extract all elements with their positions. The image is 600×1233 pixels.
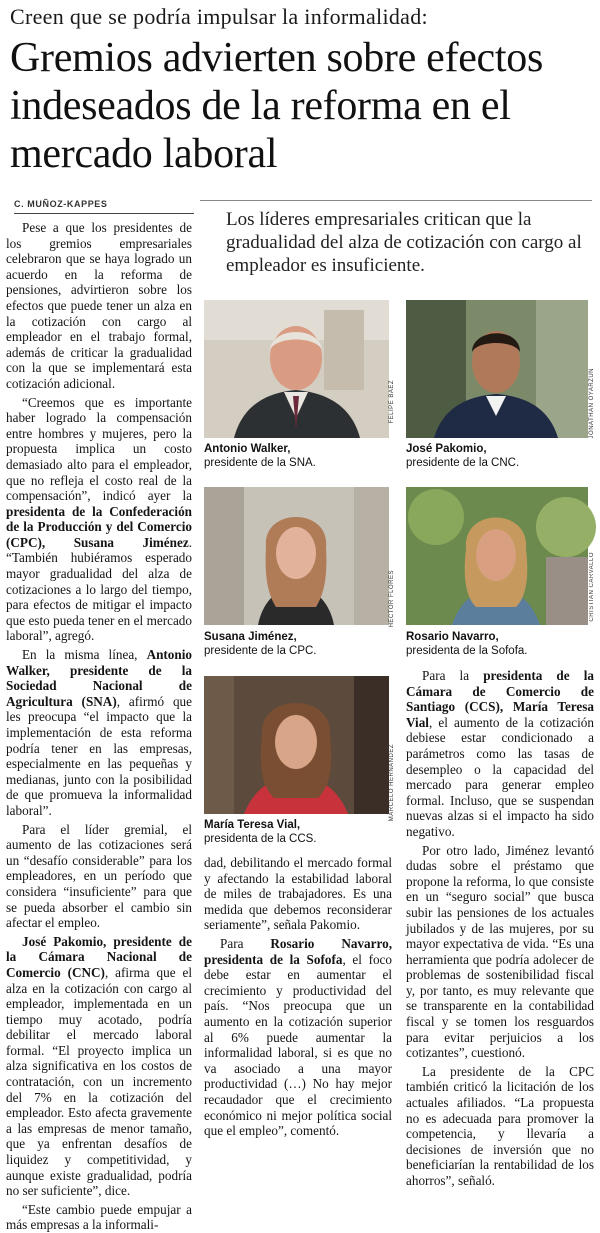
photo-jose-pakomio: [406, 300, 588, 438]
caption-role: presidente de la CNC.: [406, 457, 520, 469]
text-run: Para: [220, 935, 271, 951]
photo-caption: [204, 630, 317, 658]
text-run: Para el líder gremial, el aumento de las cotizaciones será un “desafío considerable” para los empleadores, en un período que considera “insuficiente” para que se pueda absorber el cambio sin afectar el empleo.: [6, 821, 192, 931]
article-paragraph: [204, 936, 392, 1139]
caption-name: José Pakomio,: [406, 443, 487, 455]
caption-name: Antonio Walker,: [204, 443, 291, 455]
text-run: , afirmó que les preocupa “el impacto que la implementación de esta reforma podría tener en las empresas, especialmente en las pequeñas y medianas, junto con la posibilidad de que promueva la informalidad laboral”.: [6, 693, 192, 818]
bold-text: presidenta de la Cámara de Comercio de Santiago (CCS), María Teresa Vial: [406, 668, 594, 730]
text-run: En la misma línea,: [22, 647, 147, 663]
deck-rule: [200, 200, 592, 201]
caption-name: Rosario Navarro,: [406, 631, 499, 643]
kicker: Creen que se podría impulsar la informalidad:: [10, 4, 428, 29]
text-run: , el foco debe estar en aumentar el crecimiento y productividad del país. “Nos preocupa que un aumento en la cotización superior al 6% puede aumentar la informalidad laboral, si es que no va asociado a una mayor productividad (…) No hay mejor recaudador que el crecimiento económico ni mejor política social que el empleo”, comentó.: [204, 951, 393, 1139]
photo-credit: FELIPE BÁEZ: [389, 380, 395, 424]
photo-caption: [204, 818, 317, 846]
photo-caption: [204, 442, 316, 470]
photo-susana-jimenez: [204, 487, 389, 625]
text-run: Pese a que los presidentes de los gremios empresariales celebraron que se haya logrado un acuerdo en la reforma de pensiones, advirtieron sobre los efectos que puede tener un alza en la cotización con cargo al empleador en el trabajo formal, además de criticar la gradualidad con la que se implementará esta cotización adicional.: [6, 220, 192, 391]
article-paragraph: [6, 1202, 192, 1233]
caption-role: presidenta de la Sofofa.: [406, 645, 528, 657]
article-paragraph: [406, 1064, 594, 1189]
bold-text: presidenta de la Confederación de la Producción y del Comercio (CPC), Susana Jiménez: [6, 503, 192, 550]
byline: C. MUÑOZ-KAPPES: [14, 199, 108, 209]
article-paragraph: [406, 668, 594, 840]
photo-antonio-walker: [204, 300, 389, 438]
photo-credit: JONATHAN OYARZÚN: [589, 368, 595, 439]
text-run: , el aumento de la cotización debiese estar condicionado a parámetros como las tasas de desempleo o la capacidad del mercado para generar empleo formal. Incluso, que se suspendan nuevas alzas si el impacto ha sido negativo.: [406, 714, 594, 839]
photo-maria-teresa-vial: [204, 676, 389, 814]
caption-name: Susana Jiménez,: [204, 631, 297, 643]
caption-role: presidenta de la CCS.: [204, 833, 317, 845]
photo-rosario-navarro: [406, 487, 588, 625]
article-paragraph: [6, 934, 192, 1199]
photo-caption: [406, 630, 527, 658]
text-run: Por otro lado, Jiménez levantó dudas sobre el préstamo que propone la reforma, lo que consiste en un “seguro social” que busca subir las pensiones de los actuales jubilados y de las mujeres, por su mayor expectativa de vida. “Es una herramienta que podría adolecer de problemas de sostenibilidad fiscal y, por tanto, es muy relevante que se transparente en la contabilidad fiscal y se tomen los resguardos para evitar perjuicios a los cotizantes”, cuestionó.: [406, 842, 594, 1061]
text-run: Para la: [422, 668, 484, 683]
photo-credit: MARCELO HERNÁNDEZ: [389, 744, 395, 822]
text-run: dad, debilitando el mercado formal y afectando la estabilidad laboral de miles de trabajadores. Es una medida que debemos reconsiderar seriamente”, señala Pakomio.: [204, 855, 392, 933]
photo-caption: [406, 442, 519, 470]
bold-text: Rosario Navarro, presidenta de la Sofofa: [204, 935, 392, 967]
byline-rule: [14, 213, 194, 214]
caption-role: presidente de la SNA.: [204, 457, 316, 469]
bold-text: Antonio Walker, presidente de la Sociedad Nacional de Agricultura (SNA): [6, 647, 192, 709]
headline: Gremios advierten sobre efectos indeseados de la reforma en el mercado laboral: [10, 35, 543, 177]
article-column-left: [6, 220, 192, 1233]
text-run: , afirma que el alza en la cotización con cargo al empleador, implementada en un tiempo muy acotado, podría debilitar el mercado laboral formal. “El proyecto implica un alza significativa en los costos de contratación, con un incremento del 7% en la cotización del empleador. Esto afecta gravemente a las empresas de menor tamaño, que ya enfrentan desafíos de liquidez y competitividad, y aunque existe gradualidad, podría no ser suficiente”, dice.: [6, 964, 192, 1199]
caption-name: María Teresa Vial,: [204, 819, 301, 831]
text-run: “Creemos que es importante haber logrado la compensación entre hombres y mujeres, pero la propuesta implica un costo demasiado alto para el empleador, que no refleja el costo real de la compensación”, indicó ayer la: [6, 394, 192, 504]
article-paragraph: [406, 843, 594, 1061]
photo-credit: HÉCTOR FLORES: [389, 570, 395, 628]
article-paragraph: [6, 395, 192, 645]
article-column-right: [406, 668, 594, 1188]
article-paragraph: [6, 822, 192, 931]
article-column-middle: [204, 855, 392, 1140]
article-paragraph: [6, 220, 192, 392]
bold-text: José Pakomio, presidente de la Cámara Nacional de Comercio (CNC): [6, 933, 192, 980]
text-run: . “También hubiéramos esperado mayor gradualidad del alza de cotizaciones a lo largo del tiempo, para efectos de mitigar el impacto que esto pueda tener en el mercado laboral”, agregó.: [6, 534, 192, 644]
article-paragraph: [204, 855, 392, 933]
text-run: “Este cambio puede empujar a más empresas a la informali-: [6, 1201, 192, 1233]
caption-role: presidente de la CPC.: [204, 645, 317, 657]
photo-credit: CRISTIAN CARVALLO: [589, 552, 595, 622]
deck: Los líderes empresariales critican que la gradualidad del alza de cotización con cargo al empleador es insuficiente.: [226, 209, 582, 276]
article-paragraph: [6, 647, 192, 819]
text-run: La presidente de la CPC también criticó la licitación de los actuales afiliados. “La propuesta no es adecuada para promover la competencia, y llevaría a decisiones de inversión que no beneficiarían la rentabilidad de los ahorros”, señaló.: [406, 1063, 594, 1188]
